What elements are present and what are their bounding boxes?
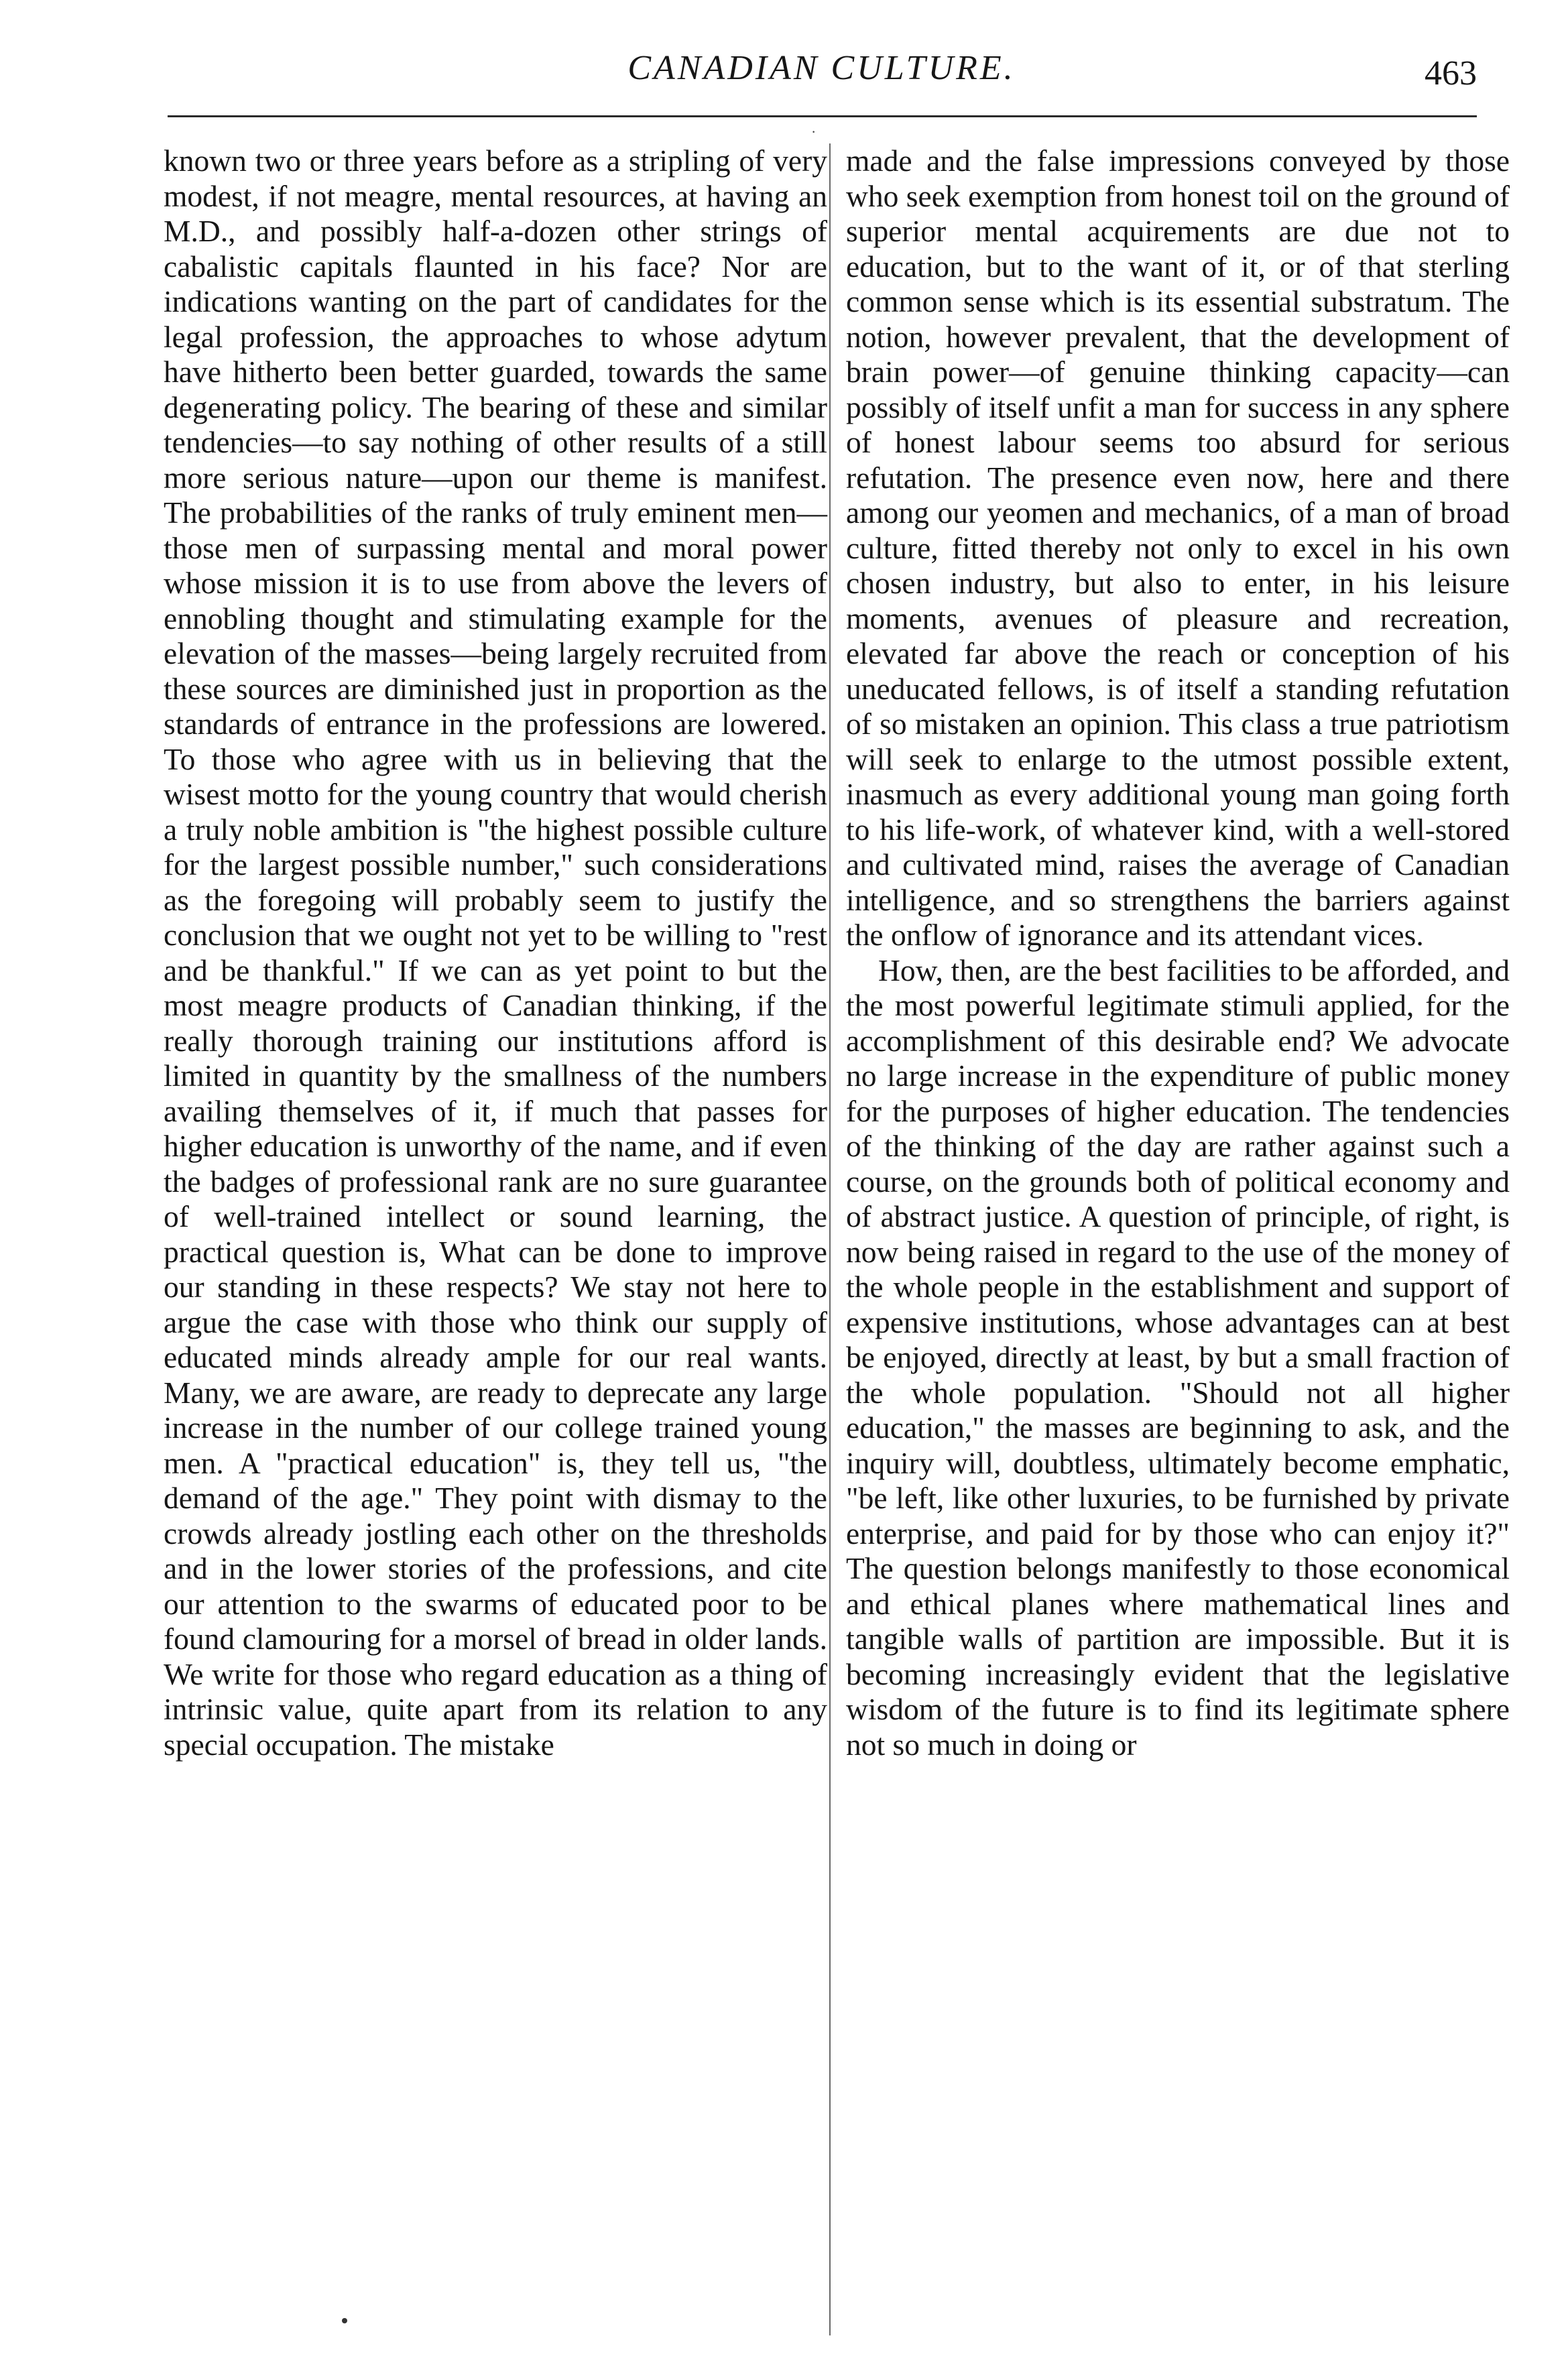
header-rule bbox=[168, 115, 1477, 117]
column-divider bbox=[829, 143, 831, 2335]
footer-mark bbox=[342, 2318, 347, 2323]
running-title: CANADIAN CULTURE. bbox=[627, 49, 1016, 87]
left-paragraph-1: known two or three years before as a stripling of very modest, if not meagre, mental resources, at having an M.D., and possibly half-a-dozen other strings of cabalistic capitals flaunted in his face? Nor are indications wanting on the part of candidates for the legal profession, the approaches to whose adytum have hitherto been better guarded, towards the same degenerating policy. The bearing of these and similar tendencies—to say nothing of other results of a still more serious nature—upon our theme is manifest. The probabilities of the ranks of truly eminent men—those men of surpassing mental and moral power whose mission it is to use from above the levers of ennobling thought and stimulating example for the elevation of the masses—being largely recruited from these sources are diminished just in proportion as the standards of entrance in the professions are lowered. To those who agree with us in believing that the wisest motto for the young country that would cherish a truly noble ambition is "the highest possible culture for the largest possible number," such considerations as the foregoing will probably seem to justify the conclusion that we ought not yet to be willing to "rest and be thankful." If we can as yet point to but the most meagre products of Canadian thinking, if the really thorough training our institutions afford is limited in quantity by the smallness of the numbers availing themselves of it, if much that passes for higher education is unworthy of the name, and if even the badges of professional rank are no sure guarantee of well-trained intellect or sound learning, the practical question is, What can be done to improve our standing in these respects? We stay not here to argue the case with those who think our supply of educated minds already ample for our real wants. Many, we are aware, are ready to deprecate any large increase in the number of our college trained young men. A "practical education" is, they tell us, "the demand of the age." They point with dismay to the crowds already jostling each other on the thresholds and in the lower stories of the professions, and cite our attention to the swarms of educated poor to be found clamouring for a morsel of bread in older lands. We write for those who regard education as a thing of intrinsic value, quite apart from its relation to any special occupation. The mistake bbox=[164, 143, 827, 1762]
left-column bbox=[164, 143, 827, 1762]
dot-ornament: · bbox=[811, 123, 817, 140]
right-paragraph-2: How, then, are the best facilities to be afforded, and the most powerful legitimate stimuli applied, for the accomplishment of this desirable end? We advocate no large increase in the expenditure of public money for the purposes of higher education. The tendencies of the thinking of the day are rather against such a course, on the grounds both of political economy and of abstract justice. A question of principle, of right, is now being raised in regard to the use of the money of the whole people in the establishment and support of expensive institutions, whose advantages can at best be enjoyed, directly at least, by but a small fraction of the whole population. "Should not all higher education," the masses are beginning to ask, and the inquiry will, doubtless, ultimately become emphatic, "be left, like other luxuries, to be furnished by private enterprise, and paid for by those who can enjoy it?" The question belongs manifestly to those economical and ethical planes where mathematical lines and tangible walls of partition are impossible. But it is becoming increasingly evident that the legislative wisdom of the future is to find its legitimate sphere not so much in doing or bbox=[846, 953, 1510, 1762]
right-paragraph-1: made and the false impressions conveyed by those who seek exemption from honest toil on the ground of superior mental acquirements are due not to education, but to the want of it, or of that sterling common sense which is its essential substratum. The notion, however prevalent, that the development of brain power—of genuine thinking capacity—can possibly of itself unfit a man for success in any sphere of honest labour seems too absurd for serious refutation. The presence even now, here and there among our yeomen and mechanics, of a man of broad culture, fitted thereby not only to excel in his own chosen industry, but also to enter, in his leisure moments, avenues of pleasure and recreation, elevated far above the reach or conception of his uneducated fellows, is of itself a standing refutation of so mistaken an opinion. This class a true patriotism will seek to enlarge to the utmost possible extent, inasmuch as every additional young man going forth to his life-work, of whatever kind, with a well-stored and cultivated mind, raises the average of Canadian intelligence, and so strengthens the barriers against the onflow of ignorance and its attendant vices. bbox=[846, 143, 1510, 952]
page-number: 463 bbox=[1425, 54, 1477, 93]
right-column bbox=[846, 143, 1510, 1762]
running-head bbox=[166, 34, 1477, 121]
